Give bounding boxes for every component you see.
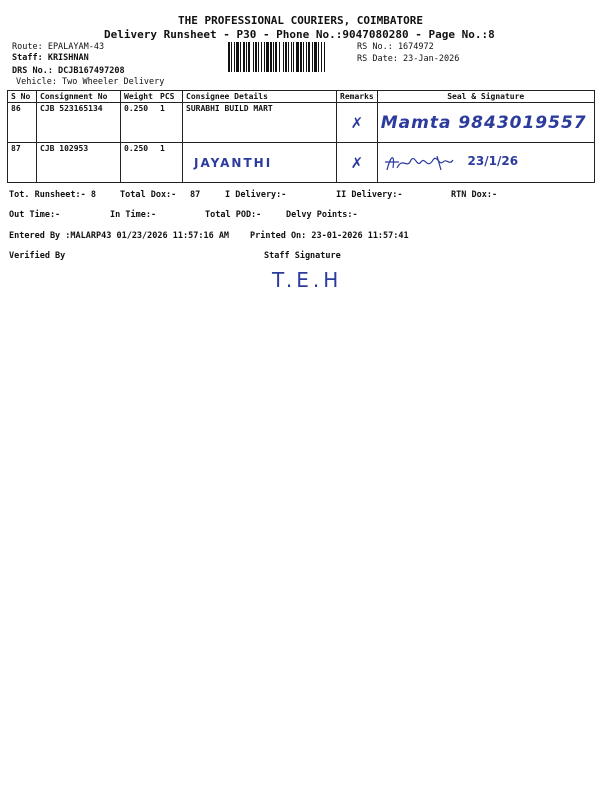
entered-by: Entered By :MALARP43 01/23/2026 11:57:16 AM — [9, 231, 230, 241]
printed-on: Printed On: 23-01-2026 11:57:41 — [250, 231, 409, 241]
barcode-bar — [303, 42, 304, 72]
barcode-bar — [308, 42, 310, 72]
cell-weight: 0.250 — [121, 103, 158, 143]
tot-runsheet: Tot. Runsheet:- 8 — [9, 190, 96, 200]
remark-mark: ✗ — [350, 113, 364, 132]
rs-date: RS Date: 23-Jan-2026 — [357, 54, 460, 64]
cell-remarks — [337, 143, 378, 183]
barcode-bar — [324, 42, 325, 72]
staff-label: Staff: KRISHNAN — [12, 53, 89, 63]
cell-sno: 86 — [8, 103, 37, 143]
barcode-bar — [314, 42, 317, 72]
barcode-bar — [275, 42, 277, 72]
barcode-bar — [293, 42, 294, 72]
handwritten-signature: Mamta 9843019557 — [380, 112, 587, 133]
table-row — [8, 143, 595, 183]
barcode-bar — [231, 42, 232, 72]
barcode-bar — [318, 42, 319, 72]
barcode-bar — [253, 42, 254, 72]
cell-pcs: 1 — [157, 103, 183, 143]
handwritten-consignee: JAYANTHI — [194, 155, 273, 170]
barcode-bar — [266, 42, 269, 72]
runsheet-title: Delivery Runsheet - P30 - Phone No.:9047080280 - Page No.:8 — [104, 28, 495, 41]
cell-sno: 87 — [8, 143, 37, 183]
barcode — [228, 42, 354, 72]
barcode-bar — [264, 42, 265, 72]
total-dox-label: Total Dox:- — [120, 190, 177, 200]
barcode-bar — [261, 42, 262, 72]
barcode-bar — [279, 42, 280, 72]
barcode-bar — [248, 42, 250, 72]
barcode-bar — [255, 42, 257, 72]
vehicle-label: Vehicle: Two Wheeler Delivery — [16, 77, 165, 87]
barcode-bar — [240, 42, 241, 72]
total-dox-value: 87 — [190, 190, 201, 200]
table-header-row — [8, 91, 595, 103]
cell-consignment: CJB 523165134 — [37, 103, 121, 143]
cell-signature — [377, 103, 594, 143]
col-seal-signature: Seal & Signature — [377, 91, 594, 103]
rtn-dox-label: RTN Dox:- — [451, 190, 498, 200]
verified-by-label: Verified By — [9, 251, 66, 261]
delivery-table — [7, 90, 595, 183]
cell-weight: 0.250 — [121, 143, 158, 183]
table-row — [8, 103, 595, 143]
cell-pcs: 1 — [157, 143, 183, 183]
out-time-label: Out Time:- — [9, 210, 61, 220]
cell-consignee: SURABHI BUILD MART — [183, 103, 337, 143]
ii-delivery-label: II Delivery:- — [336, 190, 403, 200]
staff-signature-hand: T.E.H — [272, 268, 343, 292]
rs-number: RS No.: 1674972 — [357, 42, 434, 52]
barcode-bar — [306, 42, 307, 72]
remark-mark: ✗ — [350, 153, 364, 172]
barcode-bar — [258, 42, 259, 72]
col-weight: Weight — [121, 91, 158, 103]
signature-date: 23/1/26 — [467, 154, 519, 168]
col-pcs: PCS — [157, 91, 183, 103]
cell-signature — [377, 143, 594, 183]
barcode-bar — [288, 42, 289, 72]
company-name: THE PROFESSIONAL COURIERS, COIMBATORE — [178, 14, 424, 27]
route-label: Route: EPALAYAM-43 — [12, 42, 105, 52]
barcode-bar — [273, 42, 274, 72]
barcode-bar — [296, 42, 299, 72]
col-remarks: Remarks — [337, 91, 378, 103]
barcode-bar — [321, 42, 322, 72]
barcode-bar — [312, 42, 313, 72]
barcode-bar — [285, 42, 287, 72]
col-consignee: Consignee Details — [183, 91, 337, 103]
cell-consignee — [183, 143, 337, 183]
delvy-points-label: Delvy Points:- — [286, 210, 358, 220]
barcode-bar — [246, 42, 247, 72]
barcode-bar — [270, 42, 272, 72]
total-pod-label: Total POD:- — [205, 210, 262, 220]
barcode-bar — [228, 42, 230, 72]
cell-consignment: CJB 102953 — [37, 143, 121, 183]
signature-scribble — [381, 150, 457, 176]
col-sno: S No — [8, 91, 37, 103]
col-consignment: Consignment No — [37, 91, 121, 103]
barcode-bar — [283, 42, 284, 72]
staff-signature-label: Staff Signature — [264, 251, 341, 261]
in-time-label: In Time:- — [110, 210, 157, 220]
barcode-bar — [300, 42, 302, 72]
barcode-bar — [236, 42, 239, 72]
cell-remarks — [337, 103, 378, 143]
barcode-bar — [291, 42, 292, 72]
drs-number: DRS No.: DCJB167497208 — [12, 66, 125, 76]
barcode-bar — [234, 42, 235, 72]
barcode-bar — [243, 42, 245, 72]
i-delivery-label: I Delivery:- — [225, 190, 287, 200]
